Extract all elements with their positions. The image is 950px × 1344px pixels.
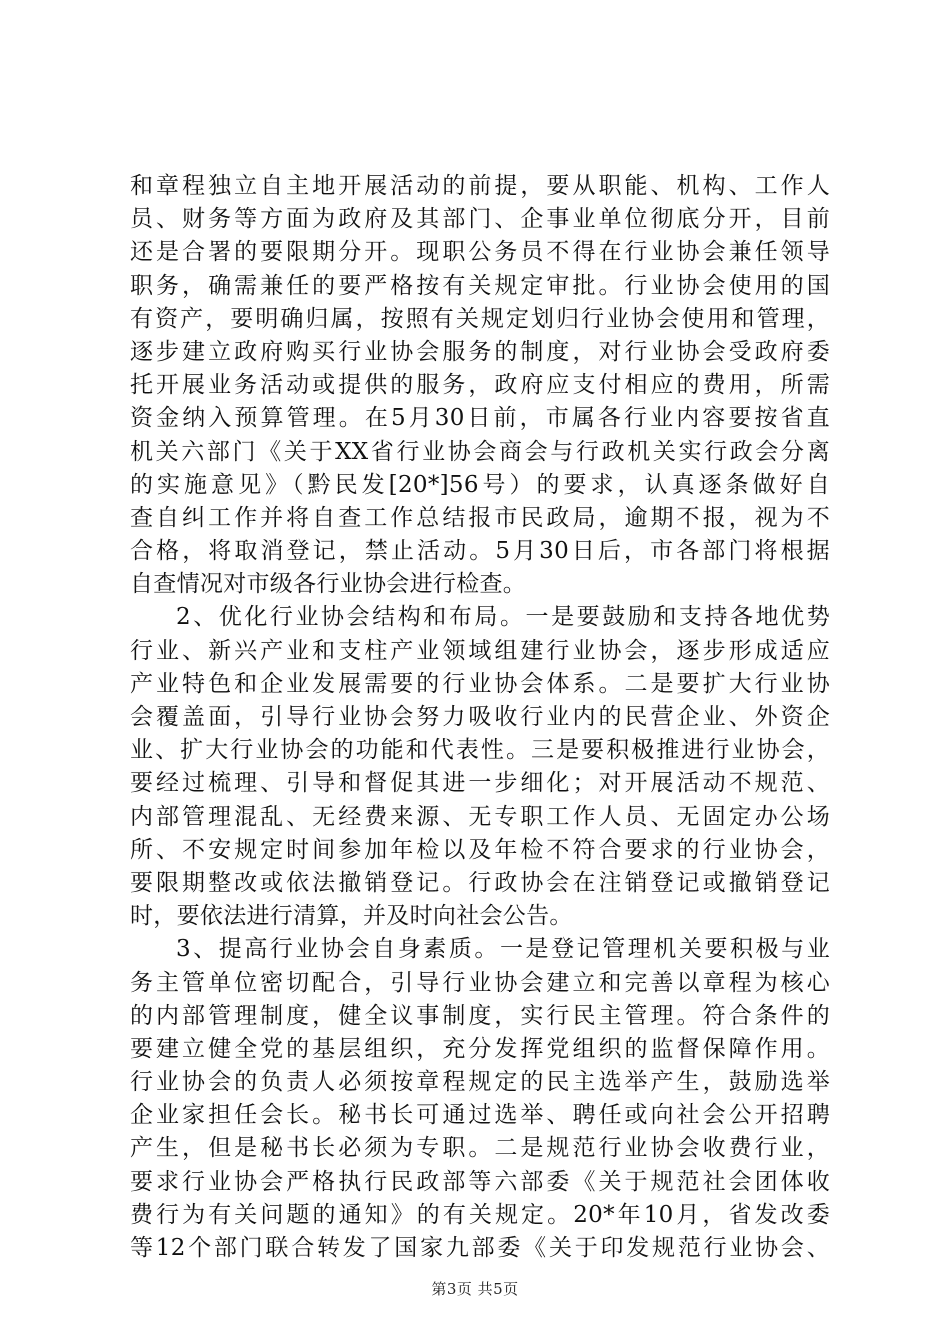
paragraph-1-line: 机关六部门《关于XX省行业协会商会与行政机关实行政会分离 xyxy=(130,438,830,465)
paragraph-1-line: 还是合署的要限期分开。现职公务员不得在行业协会兼任领导 xyxy=(130,239,830,266)
paragraph-2-line: 2、优化行业协会结构和布局。一是要鼓励和支持各地优势 xyxy=(176,604,830,631)
paragraph-3-line: 务主管单位密切配合，引导行业协会建立和完善以章程为核心 xyxy=(130,969,830,996)
paragraph-3-line: 产生，但是秘书长必须为专职。二是规范行业协会收费行业， xyxy=(130,1135,830,1162)
paragraph-2-line: 内部管理混乱、无经费来源、无专职工作人员、无固定办公场 xyxy=(130,803,830,830)
paragraph-2-line: 要经过梳理、引导和督促其进一步细化；对开展活动不规范、 xyxy=(130,770,830,797)
paragraph-1-line: 托开展业务活动或提供的服务，政府应支付相应的费用，所需 xyxy=(130,372,830,399)
paragraph-2-line: 产业特色和企业发展需要的行业协会体系。二是要扩大行业协 xyxy=(130,670,830,697)
paragraph-3-line: 要建立健全党的基层组织，充分发挥党组织的监督保障作用。 xyxy=(130,1035,830,1062)
paragraph-3-line: 行业协会的负责人必须按章程规定的民主选举产生，鼓励选举 xyxy=(130,1069,830,1096)
document-body xyxy=(130,170,830,1265)
paragraph-1-line: 员、财务等方面为政府及其部门、企事业单位彻底分开，目前 xyxy=(130,206,830,233)
paragraph-3-line: 企业家担任会长。秘书长可通过选举、聘任或向社会公开招聘 xyxy=(130,1102,830,1129)
paragraph-2-line: 业、扩大行业协会的功能和代表性。三是要积极推进行业协会， xyxy=(130,737,830,764)
paragraph-3-line: 的内部管理制度，健全议事制度，实行民主管理。符合条件的 xyxy=(130,1002,830,1029)
paragraph-3-line: 3、提高行业协会自身素质。一是登记管理机关要积极与业 xyxy=(176,936,830,963)
paragraph-1-line: 职务，确需兼任的要严格按有关规定审批。行业协会使用的国 xyxy=(130,272,830,299)
paragraph-1-line: 合格，将取消登记，禁止活动。5月30日后，市各部门将根据 xyxy=(130,538,830,565)
paragraph-1-line: 资金纳入预算管理。在5月30日前，市属各行业内容要按省直 xyxy=(130,405,830,432)
paragraph-3-line: 等12个部门联合转发了国家九部委《关于印发规范行业协会、 xyxy=(130,1235,830,1261)
page-footer: 第3页 共5页 xyxy=(431,1280,519,1298)
paragraph-1-line: 和章程独立自主地开展活动的前提，要从职能、机构、工作人 xyxy=(130,173,830,199)
paragraph-2-line: 时，要依法进行清算，并及时向社会公告。 xyxy=(130,903,573,930)
paragraph-2-line: 所、不安规定时间参加年检以及年检不符合要求的行业协会， xyxy=(130,836,830,863)
paragraph-1-line: 的实施意见》（黔民发[20*]56号）的要求，认真逐条做好自 xyxy=(130,471,830,498)
paragraph-3-line: 费行为有关问题的通知》的有关规定。20*年10月，省发改委 xyxy=(130,1201,830,1228)
paragraph-1-line: 自查情况对市级各行业协会进行检查。 xyxy=(130,571,527,598)
paragraph-1-line: 逐步建立政府购买行业协会服务的制度，对行业协会受政府委 xyxy=(130,338,830,365)
paragraph-2-line: 行业、新兴产业和支柱产业领域组建行业协会，逐步形成适应 xyxy=(130,637,830,664)
paragraph-1-line: 查自纠工作并将自查工作总结报市民政局，逾期不报，视为不 xyxy=(130,504,830,531)
paragraph-1-line: 有资产，要明确归属，按照有关规定划归行业协会使用和管理， xyxy=(130,305,830,332)
paragraph-2-line: 会覆盖面，引导行业协会努力吸收行业内的民营企业、外资企 xyxy=(130,704,830,730)
paragraph-2-line: 要限期整改或依法撤销登记。行政协会在注销登记或撤销登记 xyxy=(130,869,830,896)
paragraph-3-line: 要求行业协会严格执行民政部等六部委《关于规范社会团体收 xyxy=(130,1168,830,1195)
